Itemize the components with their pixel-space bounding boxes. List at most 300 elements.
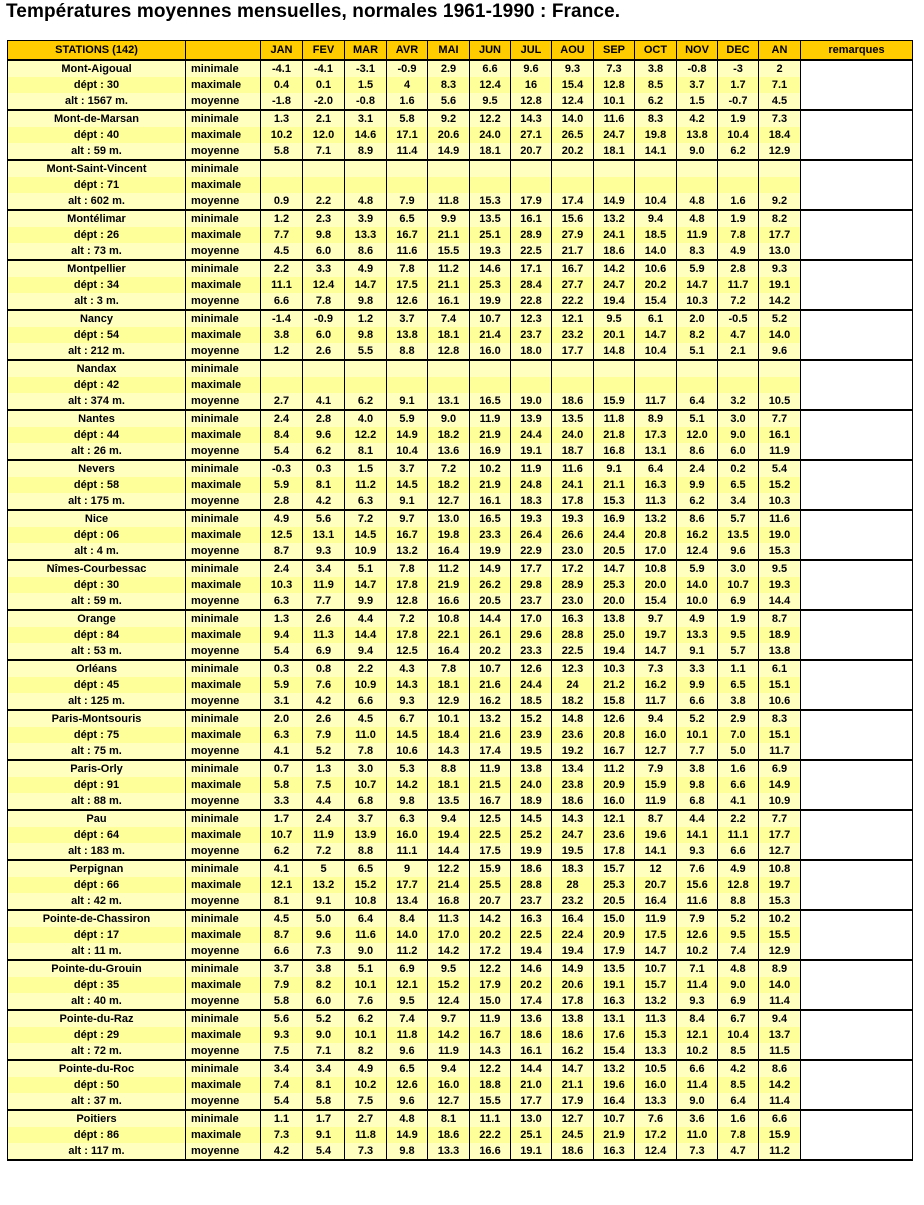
row-label: minimale — [186, 260, 261, 277]
monthly-value: 7.8 — [303, 293, 345, 310]
monthly-value: 11.6 — [552, 460, 594, 477]
monthly-value: 7.4 — [261, 1077, 303, 1093]
remarks-cell — [801, 910, 913, 927]
monthly-value: 12.7 — [552, 1110, 594, 1127]
station-row — [8, 660, 913, 677]
monthly-value: 0.1 — [303, 77, 345, 93]
monthly-value: 5.8 — [261, 777, 303, 793]
monthly-value: 5.9 — [677, 560, 718, 577]
row-label: moyenne — [186, 493, 261, 510]
station-row — [8, 477, 913, 493]
station-dept: dépt : 91 — [8, 777, 186, 793]
station-row — [8, 577, 913, 593]
monthly-value: 21.6 — [470, 677, 511, 693]
monthly-value: 23.0 — [552, 543, 594, 560]
monthly-value: 2.6 — [303, 343, 345, 360]
monthly-value: 3.4 — [261, 1060, 303, 1077]
monthly-value: 5.8 — [261, 143, 303, 160]
monthly-value: 6.2 — [261, 843, 303, 860]
monthly-value: 16.1 — [470, 493, 511, 510]
monthly-value: 8.1 — [345, 443, 387, 460]
station-row — [8, 1027, 913, 1043]
monthly-value: 11.3 — [428, 910, 470, 927]
monthly-value: 9.3 — [677, 843, 718, 860]
monthly-value: 1.5 — [677, 93, 718, 110]
monthly-value: 4.4 — [303, 793, 345, 810]
monthly-value: 18.8 — [470, 1077, 511, 1093]
monthly-value: 9.9 — [428, 210, 470, 227]
monthly-value: 8.7 — [635, 810, 677, 827]
monthly-value: 10.1 — [345, 1027, 387, 1043]
column-header: JUL — [511, 41, 552, 61]
remarks-cell — [801, 593, 913, 610]
monthly-value: 16.0 — [635, 1077, 677, 1093]
monthly-value: 12.7 — [428, 493, 470, 510]
annual-value: 8.2 — [759, 210, 801, 227]
monthly-value: 17.3 — [635, 427, 677, 443]
monthly-value: 14.3 — [387, 677, 428, 693]
monthly-value: 1.1 — [261, 1110, 303, 1127]
remarks-cell — [801, 1077, 913, 1093]
monthly-value: 10.3 — [677, 293, 718, 310]
monthly-value: 22.4 — [552, 927, 594, 943]
station-row — [8, 260, 913, 277]
annual-value: 15.3 — [759, 543, 801, 560]
annual-value: 14.0 — [759, 977, 801, 993]
annual-value: 12.7 — [759, 843, 801, 860]
station-row — [8, 410, 913, 427]
monthly-value — [594, 177, 635, 193]
monthly-value: 18.0 — [511, 343, 552, 360]
monthly-value: 19.3 — [470, 243, 511, 260]
monthly-value: 13.3 — [635, 1043, 677, 1060]
monthly-value: 7.2 — [718, 293, 759, 310]
monthly-value: 14.7 — [635, 643, 677, 660]
monthly-value: 13.3 — [677, 627, 718, 643]
row-label: maximale — [186, 77, 261, 93]
monthly-value: 21.9 — [594, 1127, 635, 1143]
station-dept: dépt : 40 — [8, 127, 186, 143]
monthly-value: 8.8 — [387, 343, 428, 360]
monthly-value: 1.2 — [261, 210, 303, 227]
monthly-value — [594, 360, 635, 377]
monthly-value: 12.9 — [428, 693, 470, 710]
monthly-value: 19.8 — [635, 127, 677, 143]
monthly-value: 3.0 — [718, 410, 759, 427]
monthly-value: 4.5 — [261, 910, 303, 927]
monthly-value: 6.5 — [718, 477, 759, 493]
row-label: moyenne — [186, 543, 261, 560]
monthly-value: 5.2 — [677, 710, 718, 727]
monthly-value: 11.2 — [428, 260, 470, 277]
monthly-value: 12.6 — [387, 1077, 428, 1093]
monthly-value: 10.7 — [718, 577, 759, 593]
row-label: maximale — [186, 1077, 261, 1093]
column-header — [186, 41, 261, 61]
annual-value — [759, 360, 801, 377]
station-row — [8, 1043, 913, 1060]
monthly-value: 18.6 — [552, 793, 594, 810]
monthly-value — [677, 360, 718, 377]
monthly-value: 14.1 — [635, 843, 677, 860]
annual-value: 10.9 — [759, 793, 801, 810]
annual-value: 17.7 — [759, 227, 801, 243]
monthly-value: 8.4 — [387, 910, 428, 927]
monthly-value: 10.4 — [718, 127, 759, 143]
monthly-value — [511, 160, 552, 177]
remarks-cell — [801, 693, 913, 710]
monthly-value: 2.3 — [303, 210, 345, 227]
monthly-value: 16.5 — [470, 393, 511, 410]
monthly-value: 4.8 — [718, 960, 759, 977]
monthly-value: 4.9 — [345, 260, 387, 277]
monthly-value: 7.6 — [635, 1110, 677, 1127]
monthly-value: 20.2 — [470, 927, 511, 943]
monthly-value: -0.9 — [387, 60, 428, 77]
monthly-value: 18.6 — [552, 1027, 594, 1043]
monthly-value: 6.5 — [387, 210, 428, 227]
monthly-value: 9.5 — [387, 993, 428, 1010]
remarks-cell — [801, 227, 913, 243]
station-altitude: alt : 75 m. — [8, 743, 186, 760]
monthly-value: 5.0 — [718, 743, 759, 760]
monthly-value: 2.7 — [261, 393, 303, 410]
station-dept: dépt : 71 — [8, 177, 186, 193]
monthly-value: 1.3 — [261, 610, 303, 627]
monthly-value: 13.3 — [635, 1093, 677, 1110]
row-label: minimale — [186, 1060, 261, 1077]
row-label: maximale — [186, 327, 261, 343]
monthly-value: 24.1 — [552, 477, 594, 493]
annual-value: 11.4 — [759, 1093, 801, 1110]
monthly-value: 13.8 — [677, 127, 718, 143]
monthly-value: 9.0 — [428, 410, 470, 427]
row-label: minimale — [186, 810, 261, 827]
monthly-value: 13.9 — [511, 410, 552, 427]
annual-value: 10.6 — [759, 693, 801, 710]
column-header: remarques — [801, 41, 913, 61]
monthly-value: 9.5 — [470, 93, 511, 110]
monthly-value: 13.8 — [511, 760, 552, 777]
monthly-value: 5.2 — [718, 910, 759, 927]
monthly-value: 24.4 — [511, 677, 552, 693]
station-name: Nevers — [8, 460, 186, 477]
monthly-value: 7.2 — [303, 843, 345, 860]
monthly-value: 7.3 — [345, 1143, 387, 1160]
monthly-value: 14.0 — [677, 577, 718, 593]
station-row — [8, 360, 913, 377]
row-label: maximale — [186, 427, 261, 443]
monthly-value: 4.5 — [345, 710, 387, 727]
remarks-cell — [801, 443, 913, 460]
monthly-value: 17.1 — [387, 127, 428, 143]
monthly-value: 9.6 — [303, 927, 345, 943]
station-altitude: alt : 11 m. — [8, 943, 186, 960]
monthly-value: 10.7 — [635, 960, 677, 977]
monthly-value: 11.0 — [677, 1127, 718, 1143]
monthly-value: 4.2 — [303, 493, 345, 510]
monthly-value: 15.8 — [594, 693, 635, 710]
remarks-cell — [801, 310, 913, 327]
monthly-value: 8.6 — [677, 510, 718, 527]
remarks-cell — [801, 277, 913, 293]
monthly-value: 14.2 — [428, 943, 470, 960]
row-label: minimale — [186, 560, 261, 577]
monthly-value: 23.7 — [511, 327, 552, 343]
monthly-value: 0.7 — [261, 760, 303, 777]
annual-value: 11.5 — [759, 1043, 801, 1060]
station-altitude: alt : 59 m. — [8, 143, 186, 160]
monthly-value: 9.0 — [345, 943, 387, 960]
monthly-value — [552, 177, 594, 193]
monthly-value: 5.4 — [261, 643, 303, 660]
monthly-value: 9.8 — [345, 293, 387, 310]
station-row — [8, 1010, 913, 1027]
monthly-value: 17.9 — [470, 977, 511, 993]
monthly-value — [552, 377, 594, 393]
monthly-value: 11.3 — [635, 493, 677, 510]
monthly-value: 21.9 — [428, 577, 470, 593]
remarks-cell — [801, 627, 913, 643]
row-label: moyenne — [186, 743, 261, 760]
annual-value: 15.2 — [759, 477, 801, 493]
station-name: Pointe-de-Chassiron — [8, 910, 186, 927]
station-name: Mont-de-Marsan — [8, 110, 186, 127]
monthly-value: 6.3 — [345, 493, 387, 510]
monthly-value: 12.8 — [718, 877, 759, 893]
monthly-value: 17.0 — [428, 927, 470, 943]
row-label: minimale — [186, 310, 261, 327]
remarks-cell — [801, 60, 913, 77]
annual-value: 15.1 — [759, 677, 801, 693]
monthly-value: -4.1 — [261, 60, 303, 77]
remarks-cell — [801, 93, 913, 110]
monthly-value: 16.0 — [635, 727, 677, 743]
monthly-value: 11.0 — [345, 727, 387, 743]
monthly-value: 5.9 — [677, 260, 718, 277]
monthly-value: 14.1 — [635, 143, 677, 160]
monthly-value: 9.6 — [303, 427, 345, 443]
monthly-value: 14.9 — [470, 560, 511, 577]
remarks-cell — [801, 1010, 913, 1027]
monthly-value: 16.1 — [511, 1043, 552, 1060]
monthly-value: 20.2 — [552, 143, 594, 160]
station-dept: dépt : 58 — [8, 477, 186, 493]
station-dept: dépt : 84 — [8, 627, 186, 643]
monthly-value: 10.9 — [345, 543, 387, 560]
station-row — [8, 1077, 913, 1093]
monthly-value: 10.4 — [718, 1027, 759, 1043]
monthly-value: 21.6 — [470, 727, 511, 743]
monthly-value: 14.2 — [470, 910, 511, 927]
remarks-cell — [801, 460, 913, 477]
monthly-value: 4.2 — [677, 110, 718, 127]
annual-value: 14.2 — [759, 1077, 801, 1093]
monthly-value: 2.2 — [345, 660, 387, 677]
monthly-value — [428, 160, 470, 177]
monthly-value: -0.8 — [677, 60, 718, 77]
station-name: Nantes — [8, 410, 186, 427]
monthly-value: 19.9 — [470, 543, 511, 560]
station-row — [8, 460, 913, 477]
station-row — [8, 827, 913, 843]
row-label: minimale — [186, 660, 261, 677]
monthly-value: 7.4 — [718, 943, 759, 960]
row-label: maximale — [186, 827, 261, 843]
monthly-value: 22.2 — [470, 1127, 511, 1143]
remarks-cell — [801, 927, 913, 943]
monthly-value: 14.6 — [511, 960, 552, 977]
monthly-value: 16.7 — [470, 793, 511, 810]
monthly-value: 7.1 — [677, 960, 718, 977]
monthly-value — [387, 177, 428, 193]
monthly-value: 8.6 — [677, 443, 718, 460]
monthly-value: 12.1 — [677, 1027, 718, 1043]
station-row — [8, 327, 913, 343]
monthly-value: 12.2 — [470, 110, 511, 127]
annual-value: 9.5 — [759, 560, 801, 577]
monthly-value: 4.9 — [718, 860, 759, 877]
monthly-value: 2.2 — [261, 260, 303, 277]
monthly-value: 11.4 — [677, 977, 718, 993]
monthly-value — [345, 160, 387, 177]
monthly-value: 11.7 — [635, 393, 677, 410]
monthly-value: 16.4 — [594, 1093, 635, 1110]
monthly-value: 9.8 — [387, 793, 428, 810]
row-label: maximale — [186, 727, 261, 743]
monthly-value — [261, 177, 303, 193]
monthly-value: 10.1 — [594, 93, 635, 110]
monthly-value: 7.9 — [677, 910, 718, 927]
monthly-value: 21.4 — [470, 327, 511, 343]
remarks-cell — [801, 727, 913, 743]
monthly-value: 26.1 — [470, 627, 511, 643]
monthly-value: 3.2 — [718, 393, 759, 410]
monthly-value: 6.3 — [387, 810, 428, 827]
monthly-value: 25.0 — [594, 627, 635, 643]
monthly-value: 19.7 — [635, 627, 677, 643]
monthly-value: 17.4 — [511, 993, 552, 1010]
annual-value: 14.4 — [759, 593, 801, 610]
monthly-value: 26.4 — [511, 527, 552, 543]
monthly-value: 11.9 — [677, 227, 718, 243]
station-row — [8, 993, 913, 1010]
monthly-value: 16.7 — [552, 260, 594, 277]
monthly-value: 6.2 — [635, 93, 677, 110]
monthly-value: 6.4 — [718, 1093, 759, 1110]
monthly-value: 5.9 — [261, 677, 303, 693]
annual-value: 8.3 — [759, 710, 801, 727]
column-header: AVR — [387, 41, 428, 61]
annual-value: 14.0 — [759, 327, 801, 343]
monthly-value: 17.5 — [635, 927, 677, 943]
monthly-value: 6.4 — [345, 910, 387, 927]
annual-value: 10.3 — [759, 493, 801, 510]
monthly-value: 12.6 — [594, 710, 635, 727]
monthly-value: 7.8 — [718, 227, 759, 243]
column-header: MAR — [345, 41, 387, 61]
monthly-value: 17.8 — [552, 993, 594, 1010]
monthly-value: 14.9 — [552, 960, 594, 977]
monthly-value: 16.4 — [552, 910, 594, 927]
remarks-cell — [801, 160, 913, 177]
annual-value: 18.9 — [759, 627, 801, 643]
station-name: Montélimar — [8, 210, 186, 227]
station-row — [8, 293, 913, 310]
monthly-value: 7.2 — [387, 610, 428, 627]
annual-value: 15.5 — [759, 927, 801, 943]
monthly-value: 15.0 — [470, 993, 511, 1010]
monthly-value: 24.1 — [594, 227, 635, 243]
monthly-value: 11.4 — [387, 143, 428, 160]
station-dept: dépt : 30 — [8, 577, 186, 593]
monthly-value: 6.6 — [470, 60, 511, 77]
station-row — [8, 727, 913, 743]
station-altitude: alt : 602 m. — [8, 193, 186, 210]
row-label: moyenne — [186, 593, 261, 610]
row-label: moyenne — [186, 693, 261, 710]
monthly-value: 27.9 — [552, 227, 594, 243]
monthly-value: 21.4 — [428, 877, 470, 893]
column-header: FEV — [303, 41, 345, 61]
monthly-value: 3.1 — [261, 693, 303, 710]
monthly-value: 19.3 — [511, 510, 552, 527]
monthly-value: 24.0 — [470, 127, 511, 143]
station-altitude: alt : 4 m. — [8, 543, 186, 560]
monthly-value: 19.4 — [511, 943, 552, 960]
monthly-value: 10.2 — [261, 127, 303, 143]
station-altitude: alt : 73 m. — [8, 243, 186, 260]
monthly-value: 3.1 — [345, 110, 387, 127]
monthly-value: 7.2 — [345, 510, 387, 527]
monthly-value: 28 — [552, 877, 594, 893]
monthly-value: 21.1 — [594, 477, 635, 493]
row-label: minimale — [186, 960, 261, 977]
monthly-value: 9.5 — [718, 627, 759, 643]
annual-value: 11.9 — [759, 443, 801, 460]
monthly-value: 4.1 — [718, 793, 759, 810]
station-row — [8, 560, 913, 577]
monthly-value: 9 — [387, 860, 428, 877]
monthly-value: 29.8 — [511, 577, 552, 593]
remarks-cell — [801, 660, 913, 677]
annual-value: 11.4 — [759, 993, 801, 1010]
monthly-value: 15.6 — [552, 210, 594, 227]
monthly-value: 2.0 — [261, 710, 303, 727]
annual-value: 8.6 — [759, 1060, 801, 1077]
monthly-value: 22.1 — [428, 627, 470, 643]
monthly-value: 9.8 — [387, 1143, 428, 1160]
monthly-value: 12.8 — [387, 593, 428, 610]
station-altitude: alt : 72 m. — [8, 1043, 186, 1060]
monthly-value — [511, 360, 552, 377]
remarks-cell — [801, 843, 913, 860]
monthly-value: 7.7 — [303, 593, 345, 610]
monthly-value: 4.8 — [677, 210, 718, 227]
monthly-value: 12.7 — [635, 743, 677, 760]
monthly-value: 12.0 — [303, 127, 345, 143]
monthly-value: 16.2 — [677, 527, 718, 543]
monthly-value: 9.6 — [387, 1093, 428, 1110]
remarks-cell — [801, 743, 913, 760]
monthly-value: 6.3 — [261, 593, 303, 610]
monthly-value: 7.5 — [303, 777, 345, 793]
row-label: moyenne — [186, 643, 261, 660]
monthly-value: 17.2 — [552, 560, 594, 577]
monthly-value: 6.6 — [345, 693, 387, 710]
monthly-value: 17.4 — [552, 193, 594, 210]
monthly-value: 20.5 — [594, 893, 635, 910]
